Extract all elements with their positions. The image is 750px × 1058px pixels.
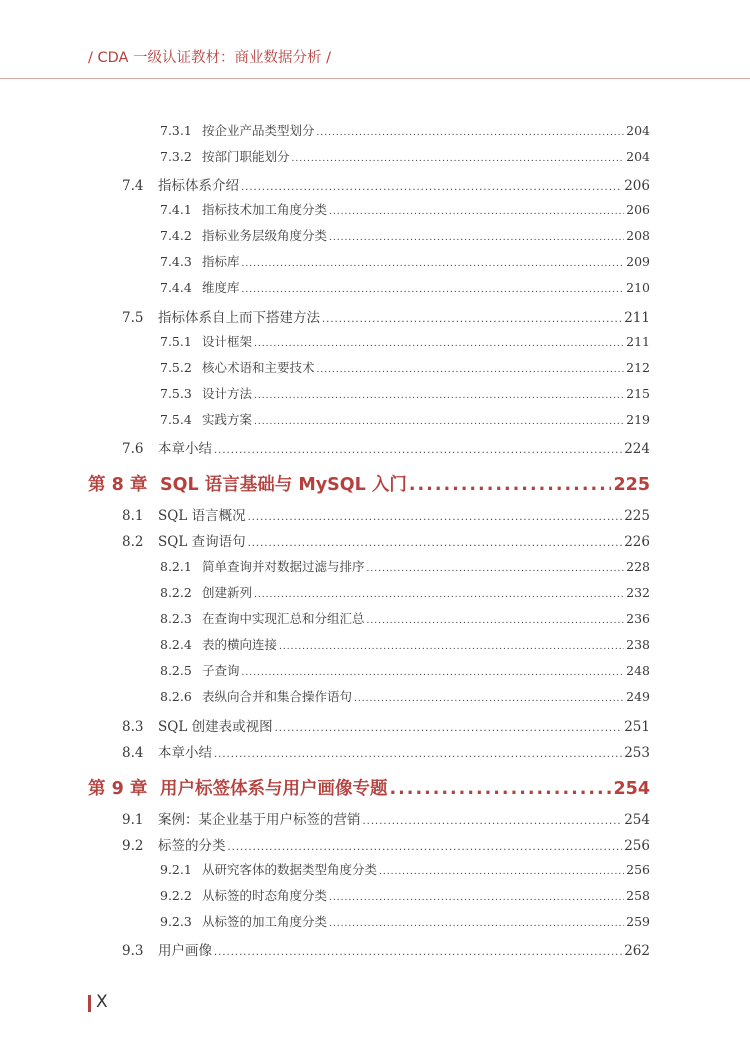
toc-entry: [122, 504, 650, 530]
toc-entry-number: 9.2: [122, 838, 144, 854]
toc-leader-dots: [367, 616, 625, 626]
toc-entry: [122, 306, 650, 332]
toc-entry-title: SQL 语言概况: [158, 508, 246, 524]
toc-entry-page: 215: [626, 386, 650, 401]
header-rule: [0, 78, 750, 79]
toc-entry-number: 7.5.1: [160, 334, 192, 349]
toc-entry-page: 254: [613, 779, 650, 799]
toc-entry-number: 7.6: [122, 441, 144, 457]
toc-entry-title: 指标体系自上而下搭建方法: [158, 310, 320, 326]
toc-leader-dots: [409, 475, 612, 495]
toc-entry-page: 238: [626, 637, 650, 652]
toc-entry-title: 在查询中实现汇总和分组汇总: [202, 611, 365, 626]
toc-leader-dots: [248, 512, 623, 523]
toc-entry-number: 7.4.1: [160, 202, 192, 217]
toc-leader-dots: [363, 816, 623, 827]
toc-entry-page: 258: [626, 888, 650, 903]
toc-entry-page: 226: [624, 534, 650, 550]
toc-entry-number: 8.2.2: [160, 585, 192, 600]
toc-entry-title: 指标业务层级角度分类: [202, 228, 328, 243]
toc-entry-page: 228: [626, 559, 650, 574]
toc-entry-page: 204: [626, 123, 650, 138]
toc-entry-page: 253: [624, 745, 650, 761]
toc-entry-title: 维度库: [202, 280, 240, 295]
toc-entry-page: 211: [626, 334, 650, 349]
toc-leader-dots: [254, 590, 624, 600]
toc-entry-title: 创建新列: [202, 585, 253, 600]
toc-entry-number: 8.4: [122, 745, 144, 761]
toc-leader-dots: [322, 314, 622, 325]
toc-leader-dots: [214, 947, 622, 958]
toc-entry: [122, 939, 650, 965]
toc-leader-dots: [242, 668, 625, 678]
toc-entry-title: 设计框架: [202, 334, 253, 349]
toc-chapter-entry: [88, 471, 650, 501]
toc-leader-dots: [379, 867, 624, 877]
toc-entry-page: 249: [626, 689, 650, 704]
toc-entry: [160, 226, 650, 252]
toc-entry-number: 9.2.2: [160, 888, 192, 903]
toc-entry-title: 案例：某企业基于用户标签的营销: [158, 812, 361, 828]
toc-entry: [160, 912, 650, 938]
toc-entry-number: 9.2.3: [160, 914, 192, 929]
toc-entry-number: 第 9 章: [88, 779, 148, 799]
toc-entry-number: 第 8 章: [88, 475, 148, 495]
toc-entry-page: 211: [624, 310, 650, 326]
toc-entry-title: 用户标签体系与用户画像专题: [160, 779, 388, 799]
toc-entry-page: 225: [624, 508, 650, 524]
toc-entry-page: 219: [626, 412, 650, 427]
toc-leader-dots: [367, 564, 625, 574]
toc-leader-dots: [254, 339, 624, 349]
toc-chapter-entry: [88, 775, 650, 805]
toc-leader-dots: [214, 749, 622, 760]
toc-entry-number: 7.5.2: [160, 360, 192, 375]
toc-leader-dots: [292, 154, 625, 164]
toc-entry-number: 9.2.1: [160, 862, 192, 877]
toc-entry-title: 简单查询并对数据过滤与排序: [202, 559, 365, 574]
toc-entry-number: 8.2.3: [160, 611, 192, 626]
toc-entry-title: SQL 语言基础与 MySQL 入门: [160, 475, 407, 495]
toc-entry: [122, 174, 650, 200]
toc-entry-title: 按企业产品类型划分: [202, 123, 315, 138]
toc-entry-page: 256: [624, 838, 650, 854]
toc-entry-number: 8.1: [122, 508, 144, 524]
toc-entry-page: 262: [624, 943, 650, 959]
toc-entry-number: 9.3: [122, 943, 144, 959]
toc-entry-title: 按部门职能划分: [202, 149, 290, 164]
toc-entry: [122, 834, 650, 860]
toc-entry-page: 206: [624, 178, 650, 194]
toc-entry-title: 从标签的加工角度分类: [202, 914, 328, 929]
toc-entry-title: 指标体系介绍: [158, 178, 239, 194]
toc-entry-number: 7.4: [122, 178, 144, 194]
toc-entry-number: 8.2: [122, 534, 144, 550]
toc-entry-page: 206: [626, 202, 650, 217]
toc-entry-page: 232: [626, 585, 650, 600]
toc-entry: [122, 808, 650, 834]
toc-entry-number: 7.3.2: [160, 149, 192, 164]
toc-entry: [160, 410, 650, 436]
toc-entry-page: 210: [626, 280, 650, 295]
toc-entry-number: 7.4.3: [160, 254, 192, 269]
toc-entry-number: 9.1: [122, 812, 144, 828]
toc-entry-title: SQL 创建表或视图: [158, 719, 273, 735]
toc-entry-number: 7.3.1: [160, 123, 192, 138]
toc-entry-title: 指标技术加工角度分类: [202, 202, 328, 217]
toc-entry-page: 204: [626, 149, 650, 164]
toc-entry-number: 7.5: [122, 310, 144, 326]
toc-leader-dots: [254, 417, 624, 427]
toc-entry: [160, 583, 650, 609]
toc-leader-dots: [242, 285, 625, 295]
toc-entry: [160, 278, 650, 304]
toc-leader-dots: [248, 538, 623, 549]
toc-leader-dots: [329, 893, 624, 903]
toc-leader-dots: [329, 207, 624, 217]
toc-entry: [160, 200, 650, 226]
toc-leader-dots: [275, 723, 623, 734]
toc-leader-dots: [317, 365, 625, 375]
toc-entry-title: 本章小结: [158, 745, 212, 761]
toc-entry: [160, 557, 650, 583]
toc-entry-title: 用户画像: [158, 943, 212, 959]
toc-entry-number: 7.4.4: [160, 280, 192, 295]
toc-leader-dots: [329, 919, 624, 929]
toc-entry: [122, 437, 650, 463]
toc-entry-number: 8.2.6: [160, 689, 192, 704]
toc-entry: [160, 358, 650, 384]
toc-entry: [160, 609, 650, 635]
toc-entry-page: 212: [626, 360, 650, 375]
toc-entry: [160, 860, 650, 886]
toc-entry-title: 表的横向连接: [202, 637, 278, 652]
toc-entry-title: 从标签的时态角度分类: [202, 888, 328, 903]
toc-entry-title: 指标库: [202, 254, 240, 269]
toc-entry: [160, 635, 650, 661]
toc-entry-page: 254: [624, 812, 650, 828]
toc-entry: [160, 687, 650, 713]
toc-entry-number: 8.2.4: [160, 637, 192, 652]
toc-entry-page: 248: [626, 663, 650, 678]
toc-leader-dots: [214, 445, 622, 456]
toc-entry-title: 从研究客体的数据类型角度分类: [202, 862, 378, 877]
toc-leader-dots: [390, 779, 612, 799]
toc-entry: [122, 741, 650, 767]
toc-leader-dots: [241, 182, 622, 193]
toc-entry-title: 实践方案: [202, 412, 253, 427]
toc-entry-title: 表纵向合并和集合操作语句: [202, 689, 353, 704]
toc-entry-number: 8.2.1: [160, 559, 192, 574]
toc-entry: [122, 715, 650, 741]
toc-entry-number: 7.4.2: [160, 228, 192, 243]
toc-entry-title: 标签的分类: [158, 838, 226, 854]
toc-leader-dots: [228, 842, 623, 853]
toc-entry-number: 7.5.4: [160, 412, 192, 427]
toc-leader-dots: [279, 642, 624, 652]
toc-leader-dots: [254, 391, 624, 401]
toc-entry: [160, 121, 650, 147]
toc-entry-number: 8.3: [122, 719, 144, 735]
toc-entry: [122, 530, 650, 556]
toc-entry-page: 236: [626, 611, 650, 626]
toc-entry-number: 7.5.3: [160, 386, 192, 401]
toc-entry-title: 子查询: [202, 663, 240, 678]
toc-leader-dots: [242, 259, 625, 269]
footer-accent-bar: [88, 995, 91, 1012]
toc-entry-page: 259: [626, 914, 650, 929]
toc-entry: [160, 384, 650, 410]
page-number: X: [96, 992, 108, 1012]
toc-entry-page: 251: [624, 719, 650, 735]
running-header: / CDA 一级认证教材：商业数据分析 /: [88, 50, 332, 66]
toc-entry-title: 本章小结: [158, 441, 212, 457]
toc-entry-title: 核心术语和主要技术: [202, 360, 315, 375]
toc-entry-title: SQL 查询语句: [158, 534, 246, 550]
toc-entry: [160, 147, 650, 173]
toc-entry-page: 224: [624, 441, 650, 457]
toc-leader-dots: [329, 233, 624, 243]
toc-entry-number: 8.2.5: [160, 663, 192, 678]
toc-leader-dots: [317, 128, 625, 138]
toc-entry: [160, 252, 650, 278]
toc-entry-page: 225: [613, 475, 650, 495]
toc-entry: [160, 661, 650, 687]
toc-entry-page: 209: [626, 254, 650, 269]
toc-entry-title: 设计方法: [202, 386, 253, 401]
toc-entry: [160, 332, 650, 358]
toc-entry-page: 208: [626, 228, 650, 243]
toc-entry-page: 256: [626, 862, 650, 877]
toc-entry: [160, 886, 650, 912]
toc-leader-dots: [354, 694, 624, 704]
